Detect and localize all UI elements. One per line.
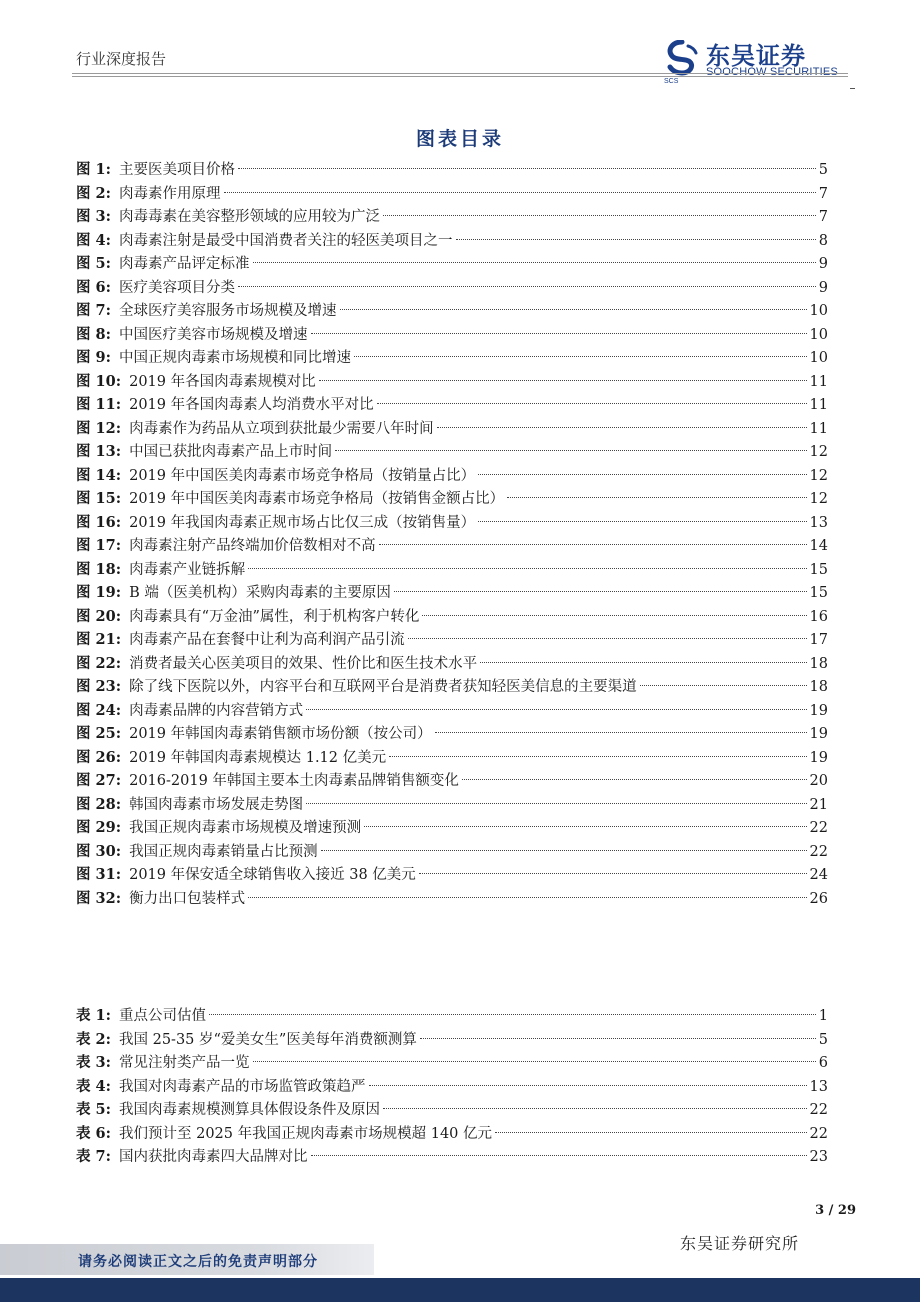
entry-label: 图 1: [76, 161, 111, 178]
entry-label: 图 15: [76, 490, 122, 507]
figure-entry[interactable] [76, 346, 828, 370]
dot-leader [354, 356, 807, 357]
dot-leader [319, 380, 807, 381]
dot-leader [306, 803, 806, 804]
entry-label: 图 17: [76, 537, 122, 554]
entry-page: 24 [809, 867, 828, 883]
entry-title: 肉毒素注射是最受中国消费者关注的轻医美项目之一 [119, 232, 453, 249]
entry-page: 17 [809, 632, 828, 648]
entry-label: 表 6: [76, 1124, 111, 1142]
dot-leader [321, 850, 807, 851]
figure-entry[interactable] [76, 628, 828, 652]
entry-label: 图 23: [76, 678, 122, 695]
dot-leader [369, 1085, 807, 1086]
header-divider-secondary [72, 76, 848, 77]
entry-title: 常见注射类产品一览 [119, 1055, 250, 1071]
entry-label: 表 3: [76, 1054, 111, 1071]
entry-title: 重点公司估值 [119, 1008, 206, 1024]
dot-leader [480, 662, 806, 663]
entry-title: 韩国肉毒素市场发展走势图 [129, 796, 304, 813]
entry-page: 11 [809, 420, 828, 437]
entry-label: 图 30: [76, 842, 122, 860]
entry-page: 12 [809, 491, 828, 507]
entry-page: 13 [809, 514, 828, 531]
figure-entry[interactable] [76, 652, 828, 676]
dot-leader [456, 239, 816, 240]
entry-page: 10 [809, 303, 828, 319]
dot-leader [462, 779, 807, 780]
dot-leader [478, 474, 806, 475]
dot-leader [422, 615, 806, 616]
dot-leader [340, 309, 807, 310]
dot-leader [419, 873, 807, 874]
entry-title: 2019 年各国肉毒素人均消费水平对比 [129, 397, 374, 413]
logo-mark-icon [664, 40, 700, 80]
entry-title: 我国 25-35 岁“爱美女生”医美每年消费额测算 [119, 1031, 417, 1048]
figure-entry[interactable] [76, 370, 828, 394]
entry-page: 7 [818, 185, 828, 202]
entry-label: 表 1: [76, 1007, 111, 1024]
table-list [76, 1004, 828, 1169]
dot-leader [311, 1155, 807, 1156]
figure-entry[interactable] [76, 840, 828, 864]
entry-page: 15 [809, 561, 828, 578]
entry-title: 我国正规肉毒素销量占比预测 [129, 843, 318, 860]
entry-label: 图 5: [76, 255, 111, 272]
figure-entry[interactable] [76, 299, 828, 323]
figure-entry[interactable] [76, 675, 828, 699]
entry-page: 22 [809, 843, 828, 860]
entry-page: 19 [809, 702, 828, 719]
dot-leader [478, 521, 806, 522]
entry-page: 5 [818, 162, 828, 178]
logo-mark-text: SCS [664, 78, 679, 85]
entry-page: 22 [809, 820, 828, 836]
figure-entry[interactable] [76, 769, 828, 793]
entry-title: 消费者最关心医美项目的效果、性价比和医生技术水平 [129, 655, 478, 672]
entry-label: 表 2: [76, 1030, 111, 1048]
entry-title: 2019 年韩国肉毒素销售额市场份额（按公司） [129, 726, 432, 742]
entry-title: 2019 年我国肉毒素正规市场占比仅三成（按销售量） [129, 514, 476, 531]
entry-label: 图 11: [76, 396, 122, 413]
figure-entry[interactable] [76, 252, 828, 276]
entry-label: 图 12: [76, 419, 122, 437]
entry-label: 图 9: [76, 349, 111, 366]
figure-entry[interactable] [76, 417, 828, 441]
entry-page: 22 [809, 1102, 828, 1118]
entry-page: 19 [809, 749, 828, 766]
dot-leader [224, 192, 816, 193]
entry-label: 表 4: [76, 1077, 111, 1095]
figure-entry[interactable] [76, 229, 828, 253]
page-title: 图表目录 [415, 128, 504, 150]
entry-label: 图 21: [76, 631, 122, 648]
figure-entry[interactable] [76, 205, 828, 229]
entry-page: 5 [818, 1031, 828, 1048]
entry-title: 医疗美容项目分类 [119, 279, 235, 296]
entry-label: 图 22: [76, 654, 122, 672]
dot-leader [248, 897, 806, 898]
entry-page: 16 [809, 608, 828, 625]
figure-entry[interactable] [76, 276, 828, 300]
dot-leader [435, 732, 807, 733]
entry-page: 11 [809, 373, 828, 390]
figure-entry[interactable] [76, 887, 828, 911]
entry-label: 图 13: [76, 443, 122, 460]
entry-title: 全球医疗美容服务市场规模及增速 [119, 303, 337, 319]
table-entry[interactable] [76, 1004, 828, 1028]
entry-title: 2019 年韩国肉毒素规模达 1.12 亿美元 [129, 749, 387, 766]
entry-title: 我国肉毒素规模测算具体假设条件及原因 [119, 1102, 380, 1118]
entry-label: 图 6: [76, 278, 111, 296]
figure-entry[interactable] [76, 722, 828, 746]
entry-label: 图 7: [76, 302, 111, 319]
entry-label: 图 14: [76, 466, 122, 484]
entry-label: 图 8: [76, 325, 111, 343]
report-type-label: 行业深度报告 [76, 50, 167, 68]
entry-title: 我国对肉毒素产品的市场监管政策趋严 [119, 1078, 366, 1095]
entry-page: 15 [809, 585, 828, 601]
entry-page: 14 [809, 538, 828, 554]
entry-page: 6 [818, 1055, 828, 1071]
entry-title: 肉毒素作用原理 [119, 185, 221, 202]
entry-page: 26 [809, 890, 828, 907]
dot-leader [253, 262, 816, 263]
entry-title: 除了线下医院以外，内容平台和互联网平台是消费者获知轻医美信息的主要渠道 [129, 679, 637, 695]
dot-leader [420, 1038, 816, 1039]
dot-leader [383, 1108, 807, 1109]
entry-title: 2019 年中国医美肉毒素市场竞争格局（按销量占比） [129, 467, 476, 484]
dot-leader [238, 168, 816, 169]
entry-title: 2016-2019 年韩国主要本土肉毒素品牌销售额变化 [129, 773, 459, 789]
table-entry[interactable] [76, 1145, 828, 1169]
dot-leader [408, 638, 807, 639]
entry-title: 中国正规肉毒素市场规模和同比增速 [119, 350, 351, 366]
dot-leader [379, 544, 807, 545]
dot-leader [209, 1014, 816, 1015]
entry-page: 9 [818, 256, 828, 272]
entry-page: 9 [818, 279, 828, 296]
entry-label: 图 4: [76, 231, 111, 249]
entry-title: 衡力出口包装样式 [129, 890, 246, 907]
figure-entry[interactable] [76, 393, 828, 417]
entry-title: 2019 年中国医美肉毒素市场竞争格局（按销售金额占比） [129, 491, 505, 507]
dot-leader [437, 427, 807, 428]
table-entry[interactable] [76, 1122, 828, 1146]
dot-leader [394, 591, 807, 592]
corner-mark [850, 88, 855, 89]
entry-page: 7 [818, 209, 828, 225]
figure-entry[interactable] [76, 464, 828, 488]
entry-page: 12 [809, 444, 828, 460]
dot-leader [238, 286, 816, 287]
dot-leader [389, 756, 806, 757]
dot-leader [253, 1061, 816, 1062]
figure-entry[interactable] [76, 863, 828, 887]
entry-label: 图 29: [76, 819, 122, 836]
entry-page: 11 [809, 397, 828, 413]
entry-page: 19 [809, 726, 828, 742]
entry-label: 表 5: [76, 1101, 111, 1118]
dot-leader [377, 403, 807, 404]
table-entry[interactable] [76, 1098, 828, 1122]
figure-entry[interactable] [76, 158, 828, 182]
dot-leader [364, 826, 806, 827]
entry-title: 中国已获批肉毒素产品上市时间 [129, 444, 333, 460]
entry-label: 图 32: [76, 889, 122, 907]
figure-entry[interactable] [76, 746, 828, 770]
entry-page: 23 [809, 1149, 828, 1165]
entry-page: 21 [809, 796, 828, 813]
table-entry[interactable] [76, 1075, 828, 1099]
entry-title: 中国医疗美容市场规模及增速 [119, 326, 308, 343]
dot-leader [640, 685, 807, 686]
entry-label: 图 26: [76, 748, 122, 766]
entry-title: 我国正规肉毒素市场规模及增速预测 [129, 820, 362, 836]
entry-title: 肉毒素注射产品终端加价倍数相对不高 [129, 538, 376, 554]
figure-entry[interactable] [76, 699, 828, 723]
dot-leader [383, 215, 816, 216]
entry-page: 18 [809, 655, 828, 672]
disclaimer-text: 请务必阅读正文之后的免责声明部分 [78, 1254, 318, 1270]
figure-entry[interactable] [76, 440, 828, 464]
header-divider [72, 73, 848, 74]
table-entry[interactable] [76, 1028, 828, 1052]
entry-title: 肉毒素产品在套餐中让利为高利润产品引流 [129, 632, 405, 648]
entry-label: 图 28: [76, 795, 122, 813]
entry-title: 2019 年各国肉毒素规模对比 [129, 373, 316, 390]
dot-leader [311, 333, 807, 334]
entry-label: 图 10: [76, 372, 122, 390]
figure-entry[interactable] [76, 511, 828, 535]
entry-title: B 端（医美机构）采购肉毒素的主要原因 [129, 585, 391, 601]
figure-entry[interactable] [76, 816, 828, 840]
dot-leader [306, 709, 806, 710]
dot-leader [248, 568, 806, 569]
entry-label: 图 24: [76, 701, 122, 719]
institute-name: 东吴证券研究所 [680, 1234, 800, 1253]
entry-title: 肉毒毒素在美容整形领域的应用较为广泛 [119, 209, 380, 225]
entry-title: 肉毒素作为药品从立项到获批最少需要八年时间 [129, 420, 434, 437]
dot-leader [335, 450, 806, 451]
entry-label: 图 31: [76, 866, 122, 883]
footer-bar [0, 1278, 920, 1302]
entry-title: 国内获批肉毒素四大品牌对比 [119, 1149, 308, 1165]
entry-title: 肉毒素品牌的内容营销方式 [129, 702, 304, 719]
entry-title: 2019 年保安适全球销售收入接近 38 亿美元 [129, 867, 416, 883]
entry-label: 图 16: [76, 513, 122, 531]
figure-entry[interactable] [76, 793, 828, 817]
entry-label: 图 2: [76, 184, 111, 202]
entry-label: 图 3: [76, 208, 111, 225]
dot-leader [495, 1132, 807, 1133]
entry-title: 肉毒素具有“万金油”属性，利于机构客户转化 [129, 608, 420, 625]
entry-page: 1 [818, 1008, 828, 1024]
figure-entry[interactable] [76, 182, 828, 206]
entry-title: 肉毒素产品评定标准 [119, 256, 250, 272]
entry-label: 表 7: [76, 1148, 111, 1165]
figure-entry[interactable] [76, 323, 828, 347]
figure-entry[interactable] [76, 534, 828, 558]
entry-label: 图 25: [76, 725, 122, 742]
figure-entry[interactable] [76, 558, 828, 582]
dot-leader [507, 497, 806, 498]
entry-label: 图 20: [76, 607, 122, 625]
entry-label: 图 27: [76, 772, 122, 789]
entry-label: 图 19: [76, 584, 122, 601]
entry-page: 13 [809, 1078, 828, 1095]
table-entry[interactable] [76, 1051, 828, 1075]
logo-chinese-name: 东吴证券 [706, 42, 806, 70]
entry-label: 图 18: [76, 560, 122, 578]
entry-page: 20 [809, 773, 828, 789]
figure-list [76, 158, 828, 910]
entry-title: 肉毒素产业链拆解 [129, 561, 246, 578]
logo-english-name: SOOCHOW SECURITIES [706, 66, 838, 78]
figure-entry[interactable] [76, 581, 828, 605]
entry-title: 主要医美项目价格 [119, 162, 235, 178]
entry-page: 18 [809, 679, 828, 695]
entry-page: 12 [809, 467, 828, 484]
entry-page: 10 [809, 326, 828, 343]
figure-entry[interactable] [76, 605, 828, 629]
entry-title: 我们预计至 2025 年我国正规肉毒素市场规模超 140 亿元 [119, 1125, 493, 1142]
figure-entry[interactable] [76, 487, 828, 511]
page-number: 3 / 29 [815, 1203, 856, 1218]
entry-page: 10 [809, 350, 828, 366]
entry-page: 22 [809, 1125, 828, 1142]
entry-page: 8 [818, 232, 828, 249]
